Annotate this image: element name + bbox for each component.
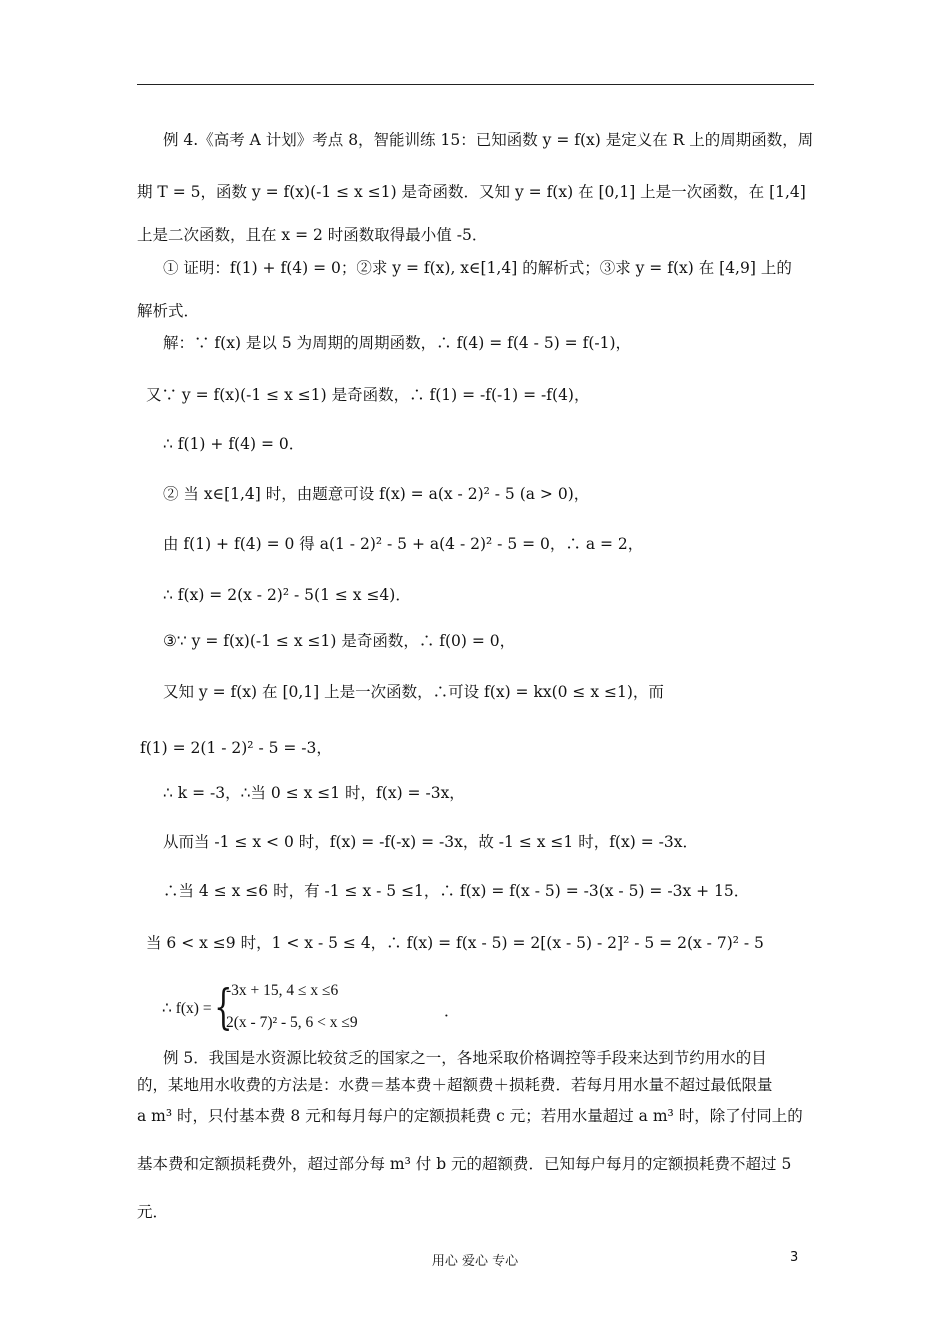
piecewise-function (162, 980, 462, 1040)
text-line: 例 5．我国是水资源比较贫乏的国家之一，各地采取价格调控等手段来达到节约用水的目 (163, 1049, 767, 1067)
text-line: a m³ 时，只付基本费 8 元和每月每户的定额损耗费 c 元；若用水量超过 a m³ 时，除了付同上的 (137, 1107, 803, 1125)
text-line: 解：∵ f(x) 是以 5 为周期的周期函数，∴ f(4) = f(4 - 5) = f(-1)， (163, 334, 632, 352)
text-line: 的，某地用水收费的方法是：水费＝基本费＋超额费＋损耗费．若每月用水量不超过最低限量 (137, 1076, 773, 1094)
brace-icon: { (214, 979, 233, 1035)
piecewise-tail: ． (444, 1003, 460, 1020)
header-rule (137, 84, 814, 85)
text-line: 由 f(1) + f(4) = 0 得 a(1 - 2)² - 5 + a(4 - 2)² - 5 = 0，∴ a = 2， (163, 535, 644, 553)
text-line: 期 T = 5，函数 y = f(x)(-1 ≤ x ≤1) 是奇函数．又知 y = f(x) 在 [0,1] 上是一次函数，在 [1,4] (137, 183, 806, 201)
text-line: 基本费和定额损耗费外，超过部分每 m³ 付 b 元的超额费．已知每户每月的定额损耗费不超过 5 (137, 1155, 792, 1173)
piecewise-lhs: ∴ f(x) = (162, 1000, 212, 1017)
text-line: ② 当 x∈[1,4] 时，由题意可设 f(x) = a(x - 2)² - 5 (a > 0)， (163, 485, 590, 503)
text-line: ∴ k = -3，∴当 0 ≤ x ≤1 时，f(x) = -3x， (163, 784, 465, 802)
text-line: 元． (137, 1203, 169, 1221)
piecewise-case-2: 2(x - 7)² - 5, 6 < x ≤9 (226, 1014, 358, 1031)
text-line: 例 4.《高考 A 计划》考点 8，智能训练 15：已知函数 y = f(x) 是定义在 R 上的周期函数，周 (163, 131, 814, 149)
text-line: 又知 y = f(x) 在 [0,1] 上是一次函数，∴可设 f(x) = kx(0 ≤ x ≤1)，而 (163, 683, 664, 701)
footer-slogan: 用心 爱心 专心 (431, 1254, 519, 1269)
piecewise-case-1: -3x + 15, 4 ≤ x ≤6 (226, 982, 339, 999)
text-line: 上是二次函数，且在 x = 2 时函数取得最小值 -5． (137, 226, 488, 244)
text-line: 从而当 -1 ≤ x < 0 时，f(x) = -f(-x) = -3x，故 -1 ≤ x ≤1 时，f(x) = -3x． (163, 833, 698, 851)
text-line: ① 证明：f(1) + f(4) = 0；②求 y = f(x), x∈[1,4] 的解析式；③求 y = f(x) 在 [4,9] 上的 (163, 259, 792, 277)
page-number: 3 (790, 1250, 799, 1265)
text-line: f(1) = 2(1 - 2)² - 5 = -3， (140, 739, 332, 757)
text-line: ③∵ y = f(x)(-1 ≤ x ≤1) 是奇函数，∴ f(0) = 0， (163, 632, 516, 650)
text-line: 当 6 < x ≤9 时，1 < x - 5 ≤ 4，∴ f(x) = f(x - 5) = 2[(x - 5) - 2]² - 5 = 2(x - 7)² - 5 (146, 934, 764, 952)
text-line: 又∵ y = f(x)(-1 ≤ x ≤1) 是奇函数，∴ f(1) = -f(-1) = -f(4)， (146, 386, 590, 404)
text-line: ∴ f(x) = 2(x - 2)² - 5(1 ≤ x ≤4)． (163, 586, 411, 604)
text-line: ∴当 4 ≤ x ≤6 时，有 -1 ≤ x - 5 ≤1，∴ f(x) = f(x - 5) = -3(x - 5) = -3x + 15． (163, 882, 750, 900)
text-line: 解析式． (137, 302, 200, 320)
text-line: ∴ f(1) + f(4) = 0． (163, 435, 305, 453)
